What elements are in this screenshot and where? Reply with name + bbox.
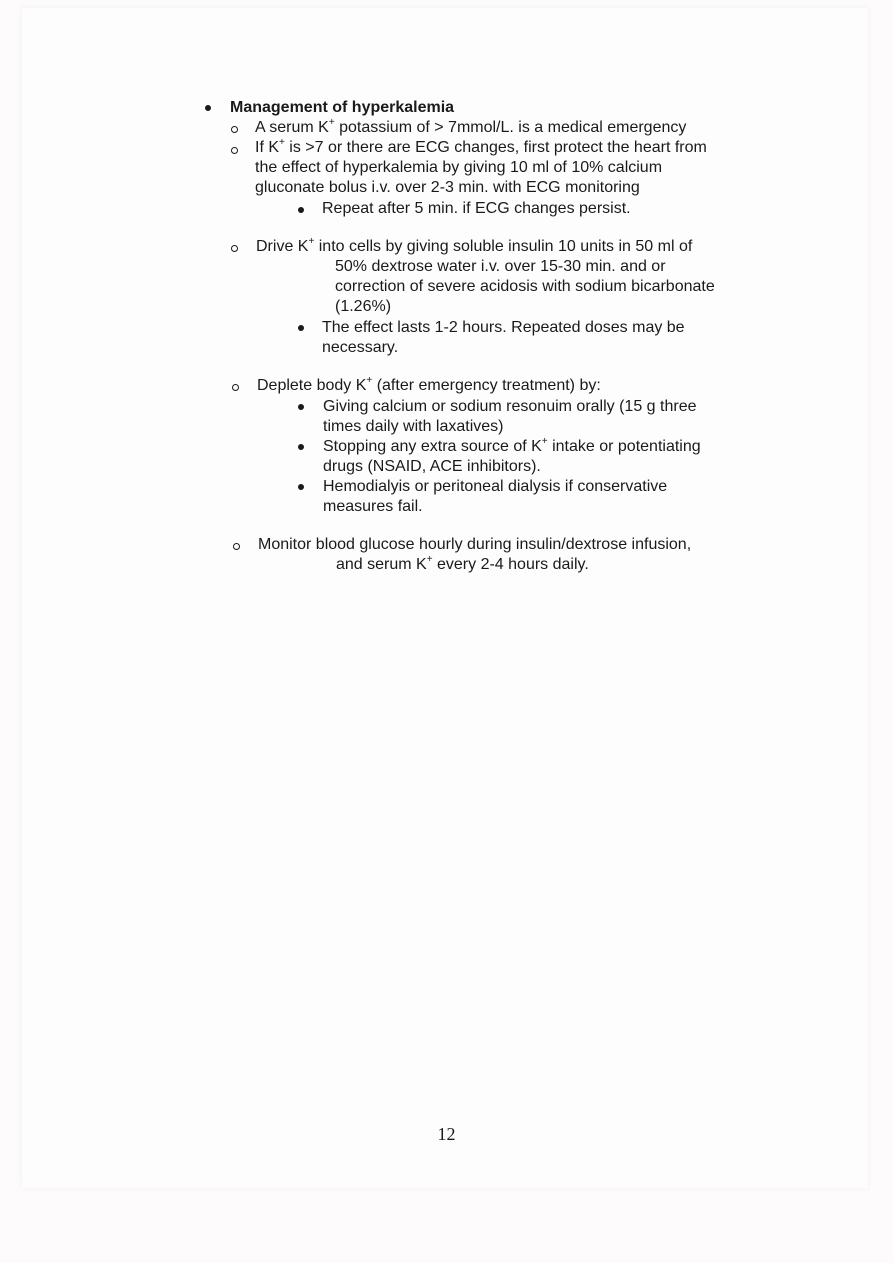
sub-item-dialysis-line2: measures fail. bbox=[323, 498, 423, 515]
list-item-ecg-line3: gluconate bolus i.v. over 2-3 min. with ECG monitoring bbox=[255, 179, 640, 196]
list-marker bbox=[231, 245, 238, 252]
list-marker bbox=[231, 147, 238, 154]
sub-bullet bbox=[298, 484, 304, 490]
list-marker bbox=[233, 543, 240, 550]
sub-item-dialysis: Hemodialyis or peritoneal dialysis if conservative bbox=[323, 478, 668, 495]
page-number: 12 bbox=[437, 1124, 456, 1144]
list-marker bbox=[231, 126, 238, 133]
list-item-deplete: Deplete body K+ (after emergency treatment) by: bbox=[257, 374, 601, 394]
sub-item-stopping-line2: drugs (NSAID, ACE inhibitors). bbox=[323, 458, 541, 475]
sub-item-stopping: Stopping any extra source of K+ intake or potentiating bbox=[323, 435, 701, 455]
sub-item-resonium-line2: times daily with laxatives) bbox=[323, 418, 504, 435]
list-item-drive-line3: correction of severe acidosis with sodium bicarbonate bbox=[335, 278, 715, 295]
sub-item-effect: The effect lasts 1-2 hours. Repeated doses may be bbox=[322, 319, 685, 336]
heading-bullet bbox=[205, 105, 211, 111]
list-marker bbox=[232, 384, 239, 391]
list-item-drive: Drive K+ into cells by giving soluble insulin 10 units in 50 ml of bbox=[256, 235, 693, 255]
list-item-drive-line2: 50% dextrose water i.v. over 15-30 min. and or bbox=[335, 258, 666, 275]
sub-item-repeat: Repeat after 5 min. if ECG changes persist. bbox=[322, 200, 631, 217]
list-item-ecg: If K+ is >7 or there are ECG changes, first protect the heart from bbox=[255, 136, 707, 156]
list-item-drive-line4: (1.26%) bbox=[335, 298, 392, 315]
section-heading: Management of hyperkalemia bbox=[230, 99, 455, 116]
sub-item-effect-line2: necessary. bbox=[322, 339, 399, 356]
list-item-ecg-line2: the effect of hyperkalemia by giving 10 ml of 10% calcium bbox=[255, 159, 663, 176]
list-item-monitor: Monitor blood glucose hourly during insulin/dextrose infusion, bbox=[258, 536, 692, 553]
list-item-serum: A serum K+ potassium of > 7mmol/L. is a medical emergency bbox=[255, 116, 687, 136]
sub-bullet bbox=[298, 404, 304, 410]
list-item-monitor-line2: and serum K+ every 2-4 hours daily. bbox=[336, 553, 589, 573]
sub-item-resonium: Giving calcium or sodium resonuim orally (15 g three bbox=[323, 398, 697, 415]
sub-bullet bbox=[298, 207, 304, 213]
sub-bullet bbox=[298, 444, 304, 450]
sub-bullet bbox=[298, 325, 304, 331]
